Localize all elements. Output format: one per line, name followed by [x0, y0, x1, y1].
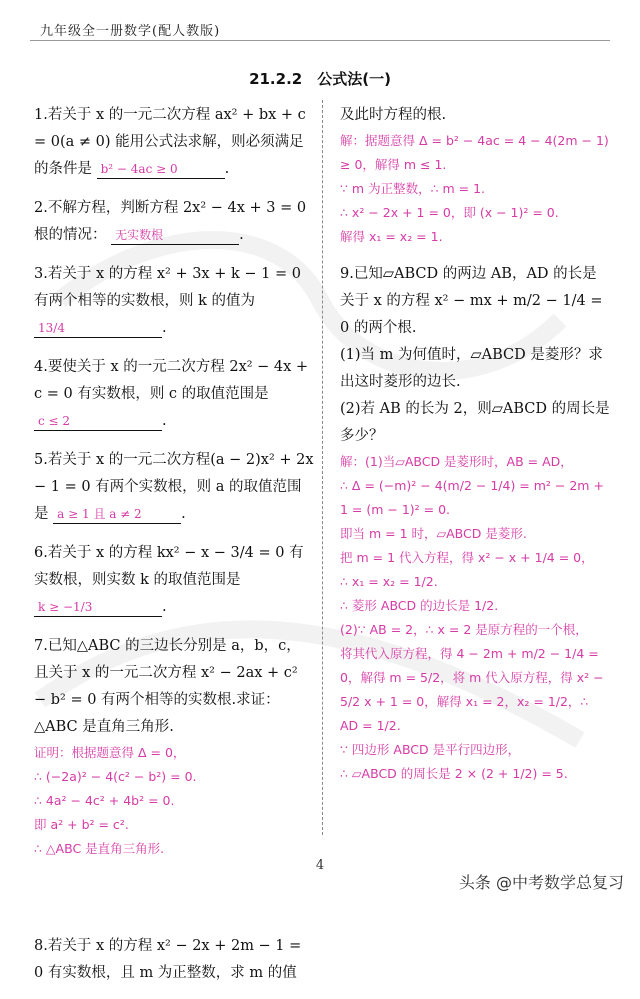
- solution-7-line: ∴ △ABC 是直角三角形.: [34, 841, 165, 856]
- page-number: 4: [315, 858, 325, 873]
- question-8-continued: 及此时方程的根. 解：据题意得 Δ = b² − 4ac = 4 − 4(2m − 1) ≥ 0，解得 m ≤ 1. ∵ m 为正整数，∴ m = 1. ∴ x² − 2x + 1 = 0，即 (x − 1)² = 0. 解得 x₁ = x₂ = 1.: [340, 102, 610, 249]
- source-watermark: 头条 @中考数学总复习: [458, 873, 624, 892]
- answer-6: k ≥ −1/3: [34, 598, 162, 617]
- question-8: 8.若关于 x 的方程 x² − 2x + 2m − 1 = 0 有实数根，且 m 为正整数，求 m 的值: [34, 938, 302, 981]
- header-rule: [30, 40, 610, 41]
- question-9-part-2: (2)若 AB 的长为 2，则▱ABCD 的周长是多少？: [340, 401, 610, 444]
- answer-1: b² − 4ac ≥ 0: [97, 160, 225, 179]
- question-3: 3.若关于 x 的方程 x² + 3x + k − 1 = 0 有两个相等的实数根，则 k 的值为 13/4 .: [34, 266, 301, 336]
- solution-9-line: ∴ x₁ = x₂ = 1/2.: [340, 574, 438, 589]
- solution-7-line: 证明：根据题意得 Δ = 0，: [34, 745, 186, 760]
- solution-7-line: ∴ 4a² − 4c² + 4b² = 0.: [34, 793, 175, 808]
- right-column: [340, 102, 610, 798]
- solution-8-line: ∴ x² − 2x + 1 = 0，即 (x − 1)² = 0.: [340, 205, 559, 220]
- spacer: [34, 873, 314, 933]
- question-6: 6.若关于 x 的方程 kx² − x − 3/4 = 0 有实数根，则实数 k 的取值范围是 k ≥ −1/3 .: [34, 545, 304, 615]
- question-7: 7.已知△ABC 的三边长分别是 a，b，c，且关于 x 的一元二次方程 x² − 2ax + c² − b² = 0 有两个相等的实数根.求证：△ABC 是直角三角形. 证明：根据题意得 Δ = 0， ∴ (−2a)² − 4(c² − b²) = 0. ∴ 4a² − 4c² + 4b² = 0. 即 a² + b² = c². ∴ △ABC 是直角三角形.: [34, 633, 314, 861]
- question-5: 5.若关于 x 的一元二次方程(a − 2)x² + 2x − 1 = 0 有两个实数根，则 a 的取值范围是 a ≥ 1 且 a ≠ 2 .: [34, 452, 314, 522]
- solution-9-line: 解：(1)当▱ABCD 是菱形时，AB = AD，: [340, 454, 573, 469]
- answer-2: 无实数根: [111, 226, 239, 245]
- solution-9-line: ∴ ▱ABCD 的周长是 2 × (2 + 1/2) = 5.: [340, 766, 568, 781]
- solution-8-line: 解得 x₁ = x₂ = 1.: [340, 229, 443, 244]
- solution-9-line: ∵ 四边形 ABCD 是平行四边形，: [340, 742, 521, 757]
- question-9-part-1: (1)当 m 为何值时，▱ABCD 是菱形？求出这时菱形的边长.: [340, 347, 603, 390]
- book-header: 九年级全一册数学(配人教版): [40, 24, 221, 39]
- solution-8-line: ∵ m 为正整数，∴ m = 1.: [340, 181, 486, 196]
- solution-9-line: 把 m = 1 代入方程，得 x² − x + 1/4 = 0，: [340, 550, 594, 565]
- answer-4: c ≤ 2: [34, 412, 162, 431]
- question-1: 1.若关于 x 的一元二次方程 ax² + bx + c = 0(a ≠ 0) 能用公式法求解，则必须满足的条件是 b² − 4ac ≥ 0 .: [34, 107, 306, 177]
- answer-3: 13/4: [34, 319, 162, 338]
- answer-5: a ≥ 1 且 a ≠ 2: [53, 505, 181, 524]
- section-title: 21.2.2 公式法(一): [249, 70, 391, 88]
- solution-7-line: 即 a² + b² = c².: [34, 817, 129, 832]
- solution-9-line: 将其代入原方程，得 4 − 2m + m/2 − 1/4 = 0，解得 m = 5/2，将 m 代入原方程，得 x² − 5/2 x + 1 = 0，解得 x₁ = 2，x₂ = 1/2，∴ AD = 1/2.: [340, 646, 604, 733]
- column-divider: [322, 100, 323, 835]
- solution-9-line: (2)∵ AB = 2，∴ x = 2 是原方程的一个根，: [340, 622, 588, 637]
- question-2: 2.不解方程，判断方程 2x² − 4x + 3 = 0 根的情况： 无实数根 .: [34, 200, 307, 243]
- solution-9-line: ∴ 菱形 ABCD 的边长是 1/2.: [340, 598, 499, 613]
- solution-9-line: ∴ Δ = (−m)² − 4(m/2 − 1/4) = m² − 2m + 1 = (m − 1)² = 0.: [340, 478, 604, 517]
- question-4: 4.要使关于 x 的一元二次方程 2x² − 4x + c = 0 有实数根，则 c 的取值范围是 c ≤ 2 .: [34, 359, 309, 429]
- question-9: 9.已知▱ABCD 的两边 AB，AD 的长是关于 x 的方程 x² − mx + m/2 − 1/4 = 0 的两个根. (1)当 m 为何值时，▱ABCD 是菱形？求出这时菱形的边长. (2)若 AB 的长为 2，则▱ABCD 的周长是多少？ 解：(1)当▱ABCD 是菱形时，AB = AD， ∴ Δ = (−m)² − 4(m/2 − 1/4) = m² − 2m + 1 = (m − 1)² = 0. 即当 m = 1 时，▱ABCD 是菱形. 把 m = 1 代入方程，得 x² − x + 1/4 = 0， ∴ x₁ = x₂ = 1/2. ∴ 菱形 ABCD 的边长是 1/2. (2)∵ AB = 2，∴ x = 2 是原方程的一个根， 将其代入原方程，得 4 − 2m + m/2 − 1/4 = 0，解得 m = 5/2，将 m 代入原方程，得 x² − 5/2 x + 1 = 0，解得 x₁ = 2，x₂ = 1/2，∴ AD = 1/2. ∵ 四边形 ABCD 是平行四边形， ∴ ▱ABCD 的周长是 2 × (2 + 1/2) = 5.: [340, 261, 610, 786]
- solution-8-line: 解：据题意得 Δ = b² − 4ac = 4 − 4(2m − 1) ≥ 0，解得 m ≤ 1.: [340, 133, 609, 172]
- solution-9-line: 即当 m = 1 时，▱ABCD 是菱形.: [340, 526, 527, 541]
- solution-7-line: ∴ (−2a)² − 4(c² − b²) = 0.: [34, 769, 197, 784]
